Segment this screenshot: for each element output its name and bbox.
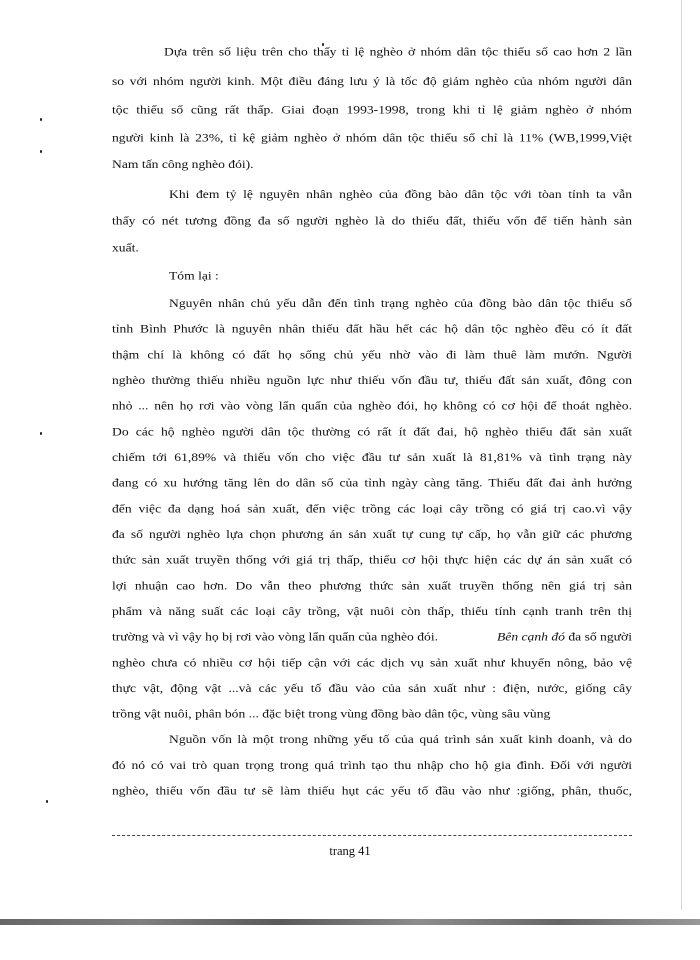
text-line: phẩm và năng suất các loại cây trồng, vật nuôi còn thấp, thiếu tính cạnh tranh trên thị <box>112 604 632 618</box>
scan-speck <box>46 800 48 803</box>
footer-rule <box>112 835 632 836</box>
text-line: Dựa trên số liệu trên cho thấy tỉ lệ nghèo ở nhóm dân tộc thiểu số cao hơn 2 lần <box>164 45 632 59</box>
text-line: lợi nhuận cao hơn. Do vẫn theo phương thức sản xuất truyền thống nên giá trị sản <box>112 578 632 592</box>
text-line: thức sản xuất truyền thống với giá trị thấp, thiếu cơ hội thực hiện các dự án sản xuất có <box>112 553 632 567</box>
italic-phrase: Bên cạnh đó <box>496 629 565 644</box>
text-line: Khi đem tỷ lệ nguyên nhân nghèo của đồng bào dân tộc với tòan tỉnh ta vẫn <box>169 187 632 201</box>
text-line: tỉnh Bình Phước là nguyên nhân thiếu đất hầu hết các hộ dân tộc nghèo đều có ít đất <box>112 322 632 336</box>
text-line: đến việc đa dạng hoá sản xuất, đến việc trồng các loại cây trồng có giá trị cao.vì vậy <box>112 501 632 515</box>
text-line: nghèo chưa có nhiều cơ hội tiếp cận với các dịch vụ sản xuất như khuyến nông, bảo vệ <box>112 655 632 669</box>
scan-speck <box>40 150 42 153</box>
text-line: Nam tấn công nghèo đói). <box>112 157 254 171</box>
scan-speck <box>40 118 42 121</box>
text-line: chiếm tới 61,89% và thiếu vốn cho việc đầu tư sản xuất là 81,81% và tình trạng này <box>112 450 632 464</box>
scan-speck <box>40 432 42 435</box>
text-line: nhỏ ... nên họ rơi vào vòng lẩn quẩn của nghèo đói, họ không có cơ hội để thoát nghèo. <box>112 399 632 413</box>
text-line: tộc thiểu số cũng rất thấp. Giai đoạn 1993-1998, trong khi tỉ lệ giảm nghèo ở nhóm <box>112 102 632 116</box>
text-line: thấy có nét tương đồng đa số người nghèo là do thiếu đất, thiếu vốn để tiến hành sản <box>112 214 632 228</box>
text-line: trồng vật nuôi, phân bón ... đặc biệt trong vùng đồng bào dân tộc, vùng sâu vùng <box>112 706 551 721</box>
text-line: đa số người nghèo lựa chọn phương án sản xuất tự cung tự cấp, họ vẫn giữ các phương <box>112 527 632 541</box>
text-line: thậm chí là không có đất họ sống chủ yếu nhờ vào đi làm thuê làm mướn. Người <box>112 347 632 361</box>
text-line: so với nhóm người kinh. Một điều đáng lưu ý là tốc độ giảm nghèo của nhóm người dân <box>112 74 632 88</box>
text-segment: trường và vì vậy họ bị rơi vào vòng lẩn quẩn của nghèo đói. <box>112 629 439 644</box>
text-line: đó nó có vai trò quan trọng trong quá trình tạo thu nhập cho hộ gia đình. Đối với người <box>112 758 632 772</box>
summary-heading: Tóm lại : <box>169 268 219 283</box>
text-line: nghèo, thiếu vốn đầu tư sẽ làm thiếu hụt các yếu tố đầu vào như :giống, phân, thuốc, <box>112 783 632 798</box>
text-line: người kinh là 23%, tỉ kệ giảm nghèo ở nhóm dân tộc thiểu số chỉ là 11% (WB,1999,Việt <box>112 130 632 145</box>
text-line <box>112 630 632 644</box>
text-segment: đa số người <box>568 629 632 644</box>
text-line: đang có xu hướng tăng lên do dân số của tỉnh ngày càng tăng. Thiếu đất đai ảnh hưởng <box>112 476 632 490</box>
text-line: nghèo thường thiếu nhiều nguồn lực như thiếu vốn đầu tư, thiếu đất sản xuất, đông con <box>112 373 632 387</box>
text-segment <box>497 630 632 644</box>
scan-edge-right <box>681 0 682 910</box>
text-line: Nguồn vốn là một trong những yếu tố của quá trình sản xuất kinh doanh, và do <box>169 732 632 746</box>
text-line: xuất. <box>112 240 139 254</box>
scan-edge-bottom <box>0 919 700 925</box>
text-line: Nguyên nhân chủ yếu dẫn đến tình trạng nghèo của đồng bào dân tộc thiểu số <box>169 296 632 310</box>
text-line: thực vật, động vật ...và các yếu tố đầu vào của sản xuất như : điện, nước, giống cây <box>112 681 632 695</box>
page-number: trang 41 <box>329 844 371 858</box>
text-line: Do các hộ nghèo người dân tộc thường có rất ít đất đai, hộ nghèo thiếu đất sản xuất <box>112 424 632 438</box>
